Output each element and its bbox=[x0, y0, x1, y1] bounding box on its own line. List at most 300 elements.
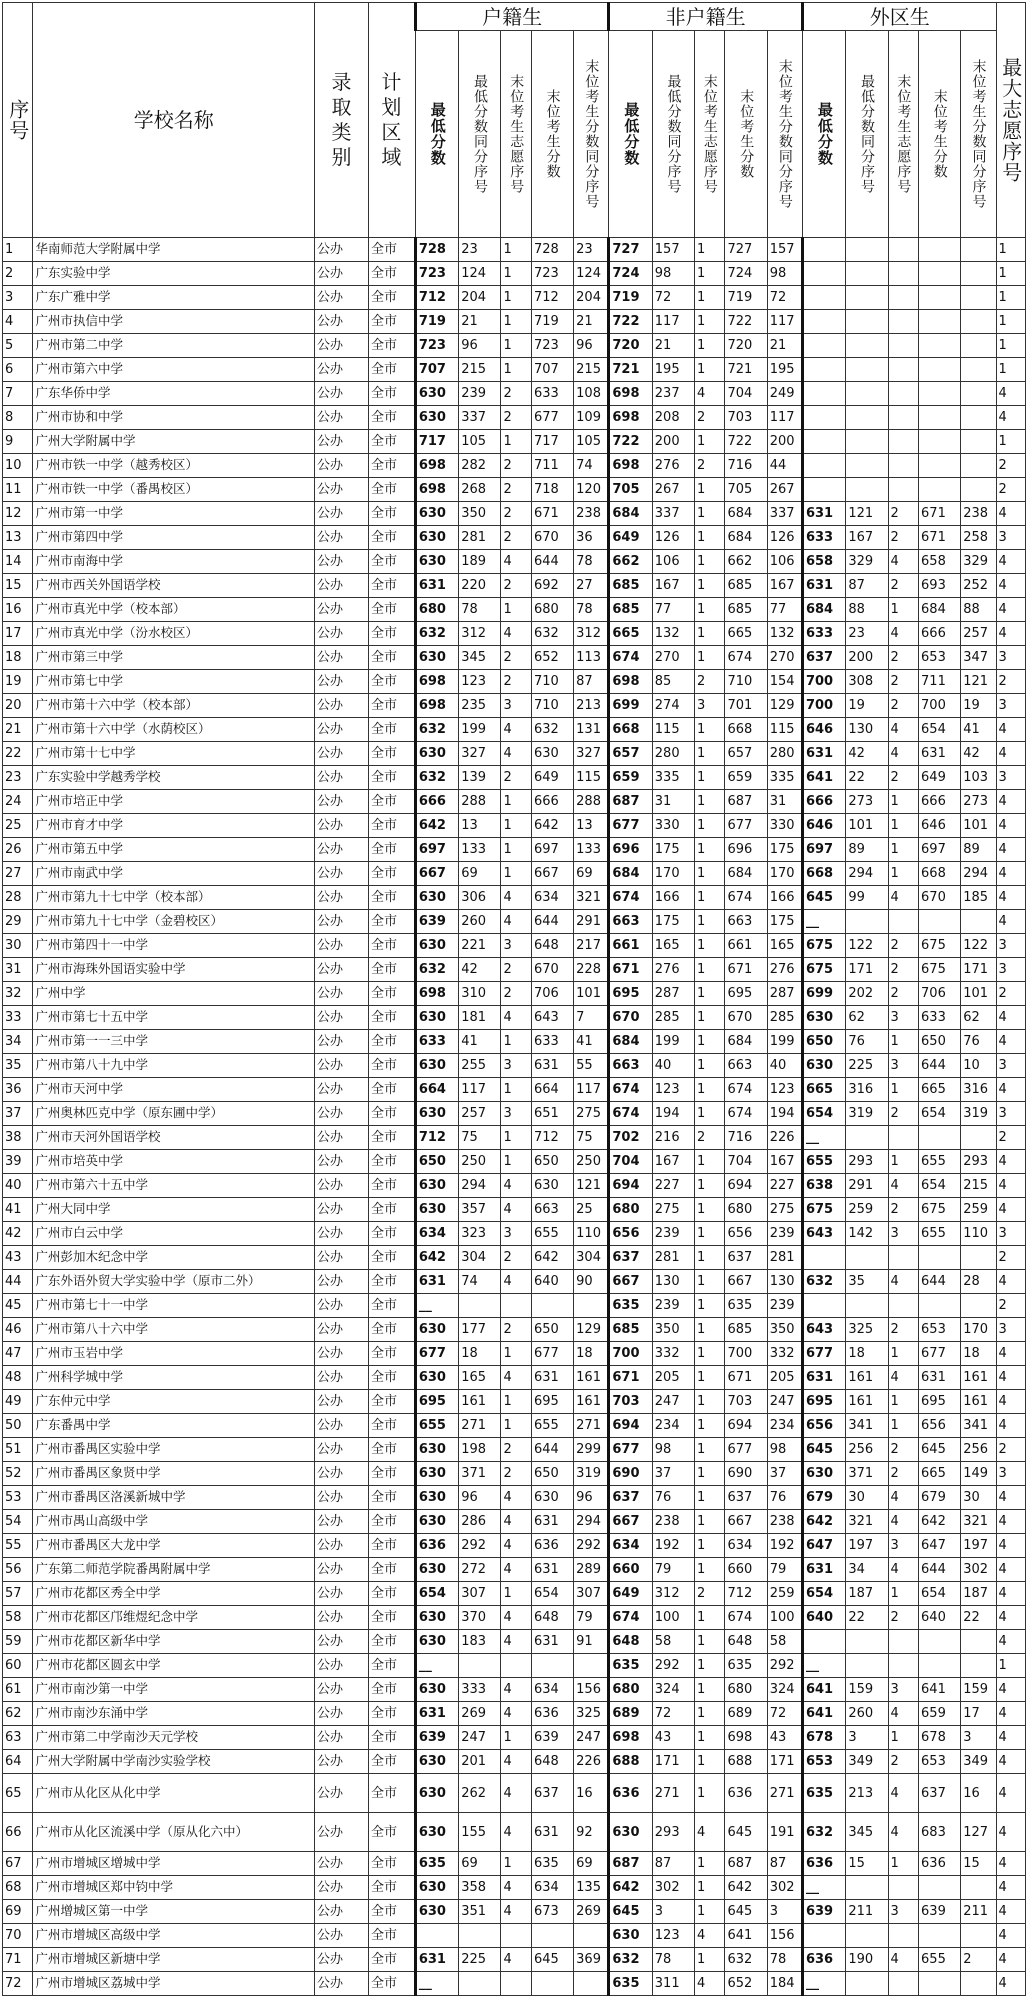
cell-nonhukou-last-wish: 4 bbox=[695, 1972, 725, 1996]
table-row bbox=[3, 1198, 1026, 1222]
cell-hukou-min: 654 bbox=[415, 1582, 458, 1606]
cell-other-last-rank: 170 bbox=[961, 1318, 996, 1342]
cell-hukou-last-wish: 2 bbox=[501, 1246, 531, 1270]
cell-school: 广州市西关外国语学校 bbox=[33, 574, 315, 598]
cell-nonhukou-min-rank: 31 bbox=[652, 790, 694, 814]
cell-max-wish: 4 bbox=[996, 1174, 1026, 1198]
cell-max-wish: 2 bbox=[996, 670, 1026, 694]
cell-hukou-last-score: 650 bbox=[531, 1462, 573, 1486]
cell-hukou-last-rank: 215 bbox=[574, 358, 609, 382]
cell-school: 广州市执信中学 bbox=[33, 310, 315, 334]
cell-index: 17 bbox=[3, 622, 33, 646]
cell-area: 全市 bbox=[368, 742, 415, 766]
cell-nonhukou-last-score: 674 bbox=[725, 646, 767, 670]
cell-nonhukou-last-wish: 2 bbox=[695, 1126, 725, 1150]
cell-nonhukou-last-wish: 2 bbox=[695, 670, 725, 694]
cell-hukou-last-score: 632 bbox=[531, 718, 573, 742]
cell-hukou-min-rank: 358 bbox=[459, 1876, 501, 1900]
cell-hukou-last-rank: 18 bbox=[574, 1342, 609, 1366]
cell-nonhukou-last-wish: 1 bbox=[695, 1366, 725, 1390]
cell-area: 全市 bbox=[368, 1750, 415, 1774]
cell-index: 35 bbox=[3, 1054, 33, 1078]
cell-max-wish: 1 bbox=[996, 334, 1026, 358]
cell-nonhukou-last-wish: 1 bbox=[695, 910, 725, 934]
cell-other-min: 699 bbox=[802, 982, 845, 1006]
cell-other-last-score: 655 bbox=[919, 1150, 961, 1174]
cell-nonhukou-last-rank: 72 bbox=[767, 1702, 802, 1726]
cell-other-last-wish: 2 bbox=[888, 1318, 918, 1342]
cell-other-last-rank: 252 bbox=[961, 574, 996, 598]
cell-nonhukou-min: 721 bbox=[609, 358, 652, 382]
cell-hukou-last-score: 649 bbox=[531, 766, 573, 790]
cell-other-last-rank: 76 bbox=[961, 1030, 996, 1054]
cell-index: 21 bbox=[3, 718, 33, 742]
cell-hukou-last-rank: 69 bbox=[574, 1852, 609, 1876]
cell-hukou-min: 655 bbox=[415, 1414, 458, 1438]
cell-other-last-rank: 238 bbox=[961, 502, 996, 526]
cell-other-last-score: 653 bbox=[919, 1750, 961, 1774]
cell-other-min: 650 bbox=[802, 1030, 845, 1054]
cell-nonhukou-min-rank: 335 bbox=[652, 766, 694, 790]
cell-area: 全市 bbox=[368, 310, 415, 334]
cell-max-wish: 2 bbox=[996, 1438, 1026, 1462]
cell-nonhukou-min-rank: 302 bbox=[652, 1876, 694, 1900]
cell-type: 公办 bbox=[314, 382, 368, 406]
cell-other-last-wish: 4 bbox=[888, 550, 918, 574]
cell-hukou-last-rank: 27 bbox=[574, 574, 609, 598]
cell-nonhukou-min-rank: 195 bbox=[652, 358, 694, 382]
cell-nonhukou-min: 680 bbox=[609, 1678, 652, 1702]
cell-nonhukou-last-score: 716 bbox=[725, 1126, 767, 1150]
cell-hukou-min: 695 bbox=[415, 1390, 458, 1414]
cell-nonhukou-last-rank: 132 bbox=[767, 622, 802, 646]
cell-hukou-min: __ bbox=[415, 1972, 458, 1996]
cell-hukou-last-rank: 271 bbox=[574, 1414, 609, 1438]
cell-max-wish: 1 bbox=[996, 358, 1026, 382]
cell-other-min: 631 bbox=[802, 574, 845, 598]
table-row bbox=[3, 934, 1026, 958]
cell-nonhukou-min: 674 bbox=[609, 1606, 652, 1630]
group-header-other-district: 外区生 bbox=[802, 3, 996, 31]
cell-type: 公办 bbox=[314, 454, 368, 478]
cell-nonhukou-last-wish: 1 bbox=[695, 1078, 725, 1102]
cell-hukou-last-score: 631 bbox=[531, 1558, 573, 1582]
cell-nonhukou-last-rank: 238 bbox=[767, 1510, 802, 1534]
cell-other-last-wish bbox=[888, 262, 918, 286]
cell-nonhukou-last-score: 660 bbox=[725, 1558, 767, 1582]
cell-nonhukou-min: 649 bbox=[609, 526, 652, 550]
cell-other-min: __ bbox=[802, 910, 845, 934]
cell-hukou-last-score: 712 bbox=[531, 1126, 573, 1150]
cell-hukou-min-rank: 288 bbox=[459, 790, 501, 814]
table-row bbox=[3, 1054, 1026, 1078]
cell-index: 34 bbox=[3, 1030, 33, 1054]
cell-hukou-min-rank: 282 bbox=[459, 454, 501, 478]
cell-other-min: 633 bbox=[802, 526, 845, 550]
cell-hukou-last-rank: 117 bbox=[574, 1078, 609, 1102]
cell-other-min-rank: 211 bbox=[846, 1900, 888, 1924]
cell-nonhukou-min: 720 bbox=[609, 334, 652, 358]
cell-hukou-last-score: 664 bbox=[531, 1078, 573, 1102]
cell-index: 10 bbox=[3, 454, 33, 478]
cell-hukou-min: 634 bbox=[415, 1222, 458, 1246]
cell-max-wish: 4 bbox=[996, 1900, 1026, 1924]
cell-nonhukou-min-rank: 199 bbox=[652, 1030, 694, 1054]
cell-hukou-min-rank: 306 bbox=[459, 886, 501, 910]
cell-hukou-last-wish: 4 bbox=[501, 1876, 531, 1900]
cell-nonhukou-last-rank: 117 bbox=[767, 310, 802, 334]
cell-hukou-min: 707 bbox=[415, 358, 458, 382]
cell-other-last-wish bbox=[888, 910, 918, 934]
cell-hukou-last-rank: 325 bbox=[574, 1702, 609, 1726]
cell-max-wish: 4 bbox=[996, 1342, 1026, 1366]
cell-hukou-last-score: 717 bbox=[531, 430, 573, 454]
cell-index: 25 bbox=[3, 814, 33, 838]
cell-other-min-rank: 42 bbox=[846, 742, 888, 766]
cell-area: 全市 bbox=[368, 838, 415, 862]
cell-nonhukou-min-rank: 98 bbox=[652, 1438, 694, 1462]
cell-school: 广州市增城区增城中学 bbox=[33, 1852, 315, 1876]
header-hukou-last-score: 末位考生分数 bbox=[531, 31, 573, 238]
cell-index: 69 bbox=[3, 1900, 33, 1924]
cell-other-min: 654 bbox=[802, 1582, 845, 1606]
cell-type: 公办 bbox=[314, 1246, 368, 1270]
cell-nonhukou-last-rank: 167 bbox=[767, 1150, 802, 1174]
cell-nonhukou-last-wish: 1 bbox=[695, 742, 725, 766]
cell-max-wish: 4 bbox=[996, 382, 1026, 406]
cell-nonhukou-min: 727 bbox=[609, 238, 652, 262]
cell-nonhukou-last-rank: 302 bbox=[767, 1876, 802, 1900]
cell-type: 公办 bbox=[314, 1174, 368, 1198]
cell-index: 47 bbox=[3, 1342, 33, 1366]
cell-type: 公办 bbox=[314, 934, 368, 958]
cell-index: 71 bbox=[3, 1948, 33, 1972]
cell-area: 全市 bbox=[368, 1486, 415, 1510]
cell-other-last-score bbox=[919, 1876, 961, 1900]
cell-school: 广州市真光中学（校本部） bbox=[33, 598, 315, 622]
cell-hukou-last-score: 633 bbox=[531, 1030, 573, 1054]
table-row bbox=[3, 1606, 1026, 1630]
table-row bbox=[3, 262, 1026, 286]
admission-score-table bbox=[2, 2, 1026, 1996]
table-row bbox=[3, 910, 1026, 934]
cell-nonhukou-min: 687 bbox=[609, 790, 652, 814]
cell-nonhukou-min: 630 bbox=[609, 1813, 652, 1852]
cell-hukou-last-score: 695 bbox=[531, 1390, 573, 1414]
cell-nonhukou-last-rank: 192 bbox=[767, 1534, 802, 1558]
cell-nonhukou-last-rank: 285 bbox=[767, 1006, 802, 1030]
cell-nonhukou-min: 685 bbox=[609, 1318, 652, 1342]
cell-nonhukou-min-rank: 287 bbox=[652, 982, 694, 1006]
header-nonhukou-last-wish: 末位考生志愿序号 bbox=[695, 31, 725, 238]
cell-nonhukou-last-rank: 117 bbox=[767, 406, 802, 430]
cell-area: 全市 bbox=[368, 694, 415, 718]
cell-nonhukou-min: 637 bbox=[609, 1486, 652, 1510]
cell-hukou-last-rank: 78 bbox=[574, 550, 609, 574]
header-hukou-last-wish: 末位考生志愿序号 bbox=[501, 31, 531, 238]
cell-type: 公办 bbox=[314, 1630, 368, 1654]
cell-type: 公办 bbox=[314, 1486, 368, 1510]
cell-type: 公办 bbox=[314, 406, 368, 430]
cell-hukou-min: 717 bbox=[415, 430, 458, 454]
cell-hukou-min: 630 bbox=[415, 1006, 458, 1030]
cell-type: 公办 bbox=[314, 310, 368, 334]
cell-nonhukou-last-wish: 1 bbox=[695, 478, 725, 502]
cell-school: 广东仲元中学 bbox=[33, 1390, 315, 1414]
table-row bbox=[3, 814, 1026, 838]
cell-nonhukou-min: 674 bbox=[609, 1102, 652, 1126]
cell-max-wish: 4 bbox=[996, 1198, 1026, 1222]
cell-nonhukou-last-score: 674 bbox=[725, 1102, 767, 1126]
cell-other-last-score: 670 bbox=[919, 886, 961, 910]
cell-nonhukou-min-rank: 311 bbox=[652, 1972, 694, 1996]
cell-index: 72 bbox=[3, 1972, 33, 1996]
cell-other-last-rank bbox=[961, 910, 996, 934]
cell-max-wish: 1 bbox=[996, 430, 1026, 454]
table-row bbox=[3, 1774, 1026, 1813]
cell-nonhukou-min-rank: 238 bbox=[652, 1510, 694, 1534]
cell-type: 公办 bbox=[314, 958, 368, 982]
cell-index: 7 bbox=[3, 382, 33, 406]
cell-other-min-rank: 341 bbox=[846, 1414, 888, 1438]
cell-type: 公办 bbox=[314, 1900, 368, 1924]
cell-hukou-min-rank: 204 bbox=[459, 286, 501, 310]
cell-hukou-min: 630 bbox=[415, 1510, 458, 1534]
cell-hukou-min: 630 bbox=[415, 1606, 458, 1630]
cell-hukou-min-rank: 23 bbox=[459, 238, 501, 262]
cell-hukou-last-wish: 4 bbox=[501, 550, 531, 574]
cell-hukou-min-rank: 235 bbox=[459, 694, 501, 718]
table-row bbox=[3, 1342, 1026, 1366]
cell-hukou-last-rank: 91 bbox=[574, 1630, 609, 1654]
cell-other-min-rank: 213 bbox=[846, 1774, 888, 1813]
cell-nonhukou-last-score: 680 bbox=[725, 1198, 767, 1222]
cell-hukou-min-rank: 337 bbox=[459, 406, 501, 430]
cell-hukou-last-score: 654 bbox=[531, 1582, 573, 1606]
cell-max-wish: 1 bbox=[996, 238, 1026, 262]
cell-area: 全市 bbox=[368, 1972, 415, 1996]
cell-nonhukou-last-score: 690 bbox=[725, 1462, 767, 1486]
cell-type: 公办 bbox=[314, 1606, 368, 1630]
cell-nonhukou-min-rank: 166 bbox=[652, 886, 694, 910]
cell-hukou-min: 630 bbox=[415, 1198, 458, 1222]
cell-other-min: 639 bbox=[802, 1900, 845, 1924]
cell-nonhukou-min-rank: 123 bbox=[652, 1078, 694, 1102]
cell-nonhukou-last-rank: 267 bbox=[767, 478, 802, 502]
cell-other-min-rank: 345 bbox=[846, 1813, 888, 1852]
cell-hukou-last-wish: 4 bbox=[501, 1630, 531, 1654]
cell-nonhukou-last-score: 685 bbox=[725, 574, 767, 598]
cell-index: 58 bbox=[3, 1606, 33, 1630]
cell-hukou-min-rank: 292 bbox=[459, 1534, 501, 1558]
table-row bbox=[3, 454, 1026, 478]
cell-nonhukou-last-score: 684 bbox=[725, 1030, 767, 1054]
cell-nonhukou-last-score: 694 bbox=[725, 1414, 767, 1438]
cell-hukou-min: 650 bbox=[415, 1150, 458, 1174]
cell-other-min: 646 bbox=[802, 814, 845, 838]
cell-hukou-last-rank: 23 bbox=[574, 238, 609, 262]
cell-max-wish: 3 bbox=[996, 1054, 1026, 1078]
cell-hukou-last-wish bbox=[501, 1972, 531, 1996]
cell-nonhukou-min-rank: 274 bbox=[652, 694, 694, 718]
cell-max-wish: 4 bbox=[996, 1558, 1026, 1582]
cell-hukou-last-wish: 3 bbox=[501, 694, 531, 718]
cell-type: 公办 bbox=[314, 1366, 368, 1390]
cell-nonhukou-min-rank: 332 bbox=[652, 1342, 694, 1366]
cell-school: 广州市天河外国语学校 bbox=[33, 1126, 315, 1150]
cell-hukou-min: 664 bbox=[415, 1078, 458, 1102]
table-row bbox=[3, 886, 1026, 910]
cell-other-last-score: 637 bbox=[919, 1774, 961, 1813]
cell-other-last-wish: 2 bbox=[888, 934, 918, 958]
cell-nonhukou-last-wish: 1 bbox=[695, 1270, 725, 1294]
table-row bbox=[3, 574, 1026, 598]
cell-nonhukou-last-wish: 1 bbox=[695, 1702, 725, 1726]
cell-max-wish: 3 bbox=[996, 1462, 1026, 1486]
cell-other-last-rank: 127 bbox=[961, 1813, 996, 1852]
cell-nonhukou-min-rank: 37 bbox=[652, 1462, 694, 1486]
cell-hukou-last-wish: 4 bbox=[501, 1750, 531, 1774]
cell-nonhukou-min-rank: 239 bbox=[652, 1222, 694, 1246]
table-row bbox=[3, 1678, 1026, 1702]
cell-nonhukou-last-wish: 1 bbox=[695, 1030, 725, 1054]
cell-other-min-rank: 187 bbox=[846, 1582, 888, 1606]
cell-nonhukou-last-wish: 1 bbox=[695, 1630, 725, 1654]
cell-nonhukou-last-score: 667 bbox=[725, 1510, 767, 1534]
cell-hukou-last-rank: 16 bbox=[574, 1774, 609, 1813]
cell-nonhukou-min-rank: 200 bbox=[652, 430, 694, 454]
cell-nonhukou-min: 663 bbox=[609, 1054, 652, 1078]
cell-hukou-last-rank: 292 bbox=[574, 1534, 609, 1558]
cell-hukou-last-rank: 275 bbox=[574, 1102, 609, 1126]
cell-nonhukou-last-wish: 1 bbox=[695, 1294, 725, 1318]
cell-other-min: 641 bbox=[802, 1678, 845, 1702]
cell-other-last-score: 642 bbox=[919, 1510, 961, 1534]
cell-other-last-score: 654 bbox=[919, 1582, 961, 1606]
cell-other-last-rank: 149 bbox=[961, 1462, 996, 1486]
cell-hukou-last-wish: 3 bbox=[501, 934, 531, 958]
cell-max-wish: 4 bbox=[996, 1366, 1026, 1390]
cell-nonhukou-min: 696 bbox=[609, 838, 652, 862]
cell-hukou-last-score: 655 bbox=[531, 1414, 573, 1438]
table-row bbox=[3, 1702, 1026, 1726]
cell-other-min-rank bbox=[846, 382, 888, 406]
cell-hukou-last-rank: 269 bbox=[574, 1900, 609, 1924]
cell-other-min-rank: 22 bbox=[846, 1606, 888, 1630]
cell-area: 全市 bbox=[368, 1582, 415, 1606]
cell-hukou-last-rank: 327 bbox=[574, 742, 609, 766]
cell-other-min: 643 bbox=[802, 1318, 845, 1342]
cell-type: 公办 bbox=[314, 598, 368, 622]
cell-nonhukou-min-rank: 78 bbox=[652, 1948, 694, 1972]
cell-hukou-last-rank: 133 bbox=[574, 838, 609, 862]
cell-area: 全市 bbox=[368, 1774, 415, 1813]
cell-other-last-wish: 4 bbox=[888, 1174, 918, 1198]
cell-other-min: 631 bbox=[802, 1558, 845, 1582]
cell-nonhukou-min: 660 bbox=[609, 1558, 652, 1582]
cell-nonhukou-min: 698 bbox=[609, 1726, 652, 1750]
cell-other-min: 700 bbox=[802, 670, 845, 694]
cell-index: 70 bbox=[3, 1924, 33, 1948]
cell-max-wish: 4 bbox=[996, 1774, 1026, 1813]
cell-hukou-last-wish: 4 bbox=[501, 1510, 531, 1534]
cell-other-last-rank: 211 bbox=[961, 1900, 996, 1924]
cell-index: 29 bbox=[3, 910, 33, 934]
cell-nonhukou-min-rank: 165 bbox=[652, 934, 694, 958]
cell-hukou-last-wish: 4 bbox=[501, 1198, 531, 1222]
table-row bbox=[3, 718, 1026, 742]
cell-nonhukou-min: 674 bbox=[609, 886, 652, 910]
cell-other-min: 697 bbox=[802, 838, 845, 862]
cell-nonhukou-last-wish: 1 bbox=[695, 1462, 725, 1486]
cell-hukou-last-score: 631 bbox=[531, 1366, 573, 1390]
cell-other-last-score: 665 bbox=[919, 1462, 961, 1486]
cell-hukou-last-wish: 4 bbox=[501, 1774, 531, 1813]
table-row bbox=[3, 358, 1026, 382]
cell-other-last-wish: 1 bbox=[888, 838, 918, 862]
cell-other-min: 675 bbox=[802, 934, 845, 958]
cell-hukou-last-wish: 4 bbox=[501, 1813, 531, 1852]
cell-hukou-min-rank: 161 bbox=[459, 1390, 501, 1414]
cell-nonhukou-min: 662 bbox=[609, 550, 652, 574]
cell-hukou-min-rank: 371 bbox=[459, 1462, 501, 1486]
cell-max-wish: 4 bbox=[996, 1606, 1026, 1630]
cell-nonhukou-last-score: 719 bbox=[725, 286, 767, 310]
cell-school: 广东华侨中学 bbox=[33, 382, 315, 406]
cell-other-last-wish: 3 bbox=[888, 1678, 918, 1702]
cell-area: 全市 bbox=[368, 1414, 415, 1438]
cell-area: 全市 bbox=[368, 526, 415, 550]
cell-nonhukou-min: 665 bbox=[609, 622, 652, 646]
cell-other-last-rank: 293 bbox=[961, 1150, 996, 1174]
cell-other-last-rank: 16 bbox=[961, 1774, 996, 1813]
cell-area: 全市 bbox=[368, 1126, 415, 1150]
cell-nonhukou-last-score: 704 bbox=[725, 382, 767, 406]
cell-other-last-wish bbox=[888, 1924, 918, 1948]
header-nonhukou-min: 最低分数 bbox=[609, 31, 652, 238]
cell-nonhukou-min-rank: 100 bbox=[652, 1606, 694, 1630]
cell-nonhukou-min: 702 bbox=[609, 1126, 652, 1150]
cell-other-last-wish: 4 bbox=[888, 1948, 918, 1972]
cell-nonhukou-last-wish: 1 bbox=[695, 1438, 725, 1462]
cell-nonhukou-last-score: 668 bbox=[725, 718, 767, 742]
cell-nonhukou-min-rank: 330 bbox=[652, 814, 694, 838]
cell-other-min bbox=[802, 454, 845, 478]
cell-area: 全市 bbox=[368, 1852, 415, 1876]
cell-other-last-rank bbox=[961, 358, 996, 382]
cell-nonhukou-last-score: 694 bbox=[725, 1174, 767, 1198]
cell-hukou-last-score: 631 bbox=[531, 1054, 573, 1078]
table-row bbox=[3, 1006, 1026, 1030]
cell-other-min: 679 bbox=[802, 1486, 845, 1510]
cell-school: 广州市协和中学 bbox=[33, 406, 315, 430]
cell-type: 公办 bbox=[314, 1774, 368, 1813]
cell-nonhukou-last-wish: 1 bbox=[695, 1222, 725, 1246]
cell-other-min-rank: 22 bbox=[846, 766, 888, 790]
cell-index: 59 bbox=[3, 1630, 33, 1654]
cell-other-min: 635 bbox=[802, 1774, 845, 1813]
cell-other-min: 641 bbox=[802, 766, 845, 790]
cell-hukou-min-rank: 183 bbox=[459, 1630, 501, 1654]
cell-nonhukou-last-score: 689 bbox=[725, 1702, 767, 1726]
cell-area: 全市 bbox=[368, 1462, 415, 1486]
cell-index: 31 bbox=[3, 958, 33, 982]
cell-nonhukou-min: 685 bbox=[609, 574, 652, 598]
cell-other-min bbox=[802, 358, 845, 382]
cell-hukou-min: 631 bbox=[415, 1270, 458, 1294]
table-row bbox=[3, 406, 1026, 430]
cell-type: 公办 bbox=[314, 646, 368, 670]
